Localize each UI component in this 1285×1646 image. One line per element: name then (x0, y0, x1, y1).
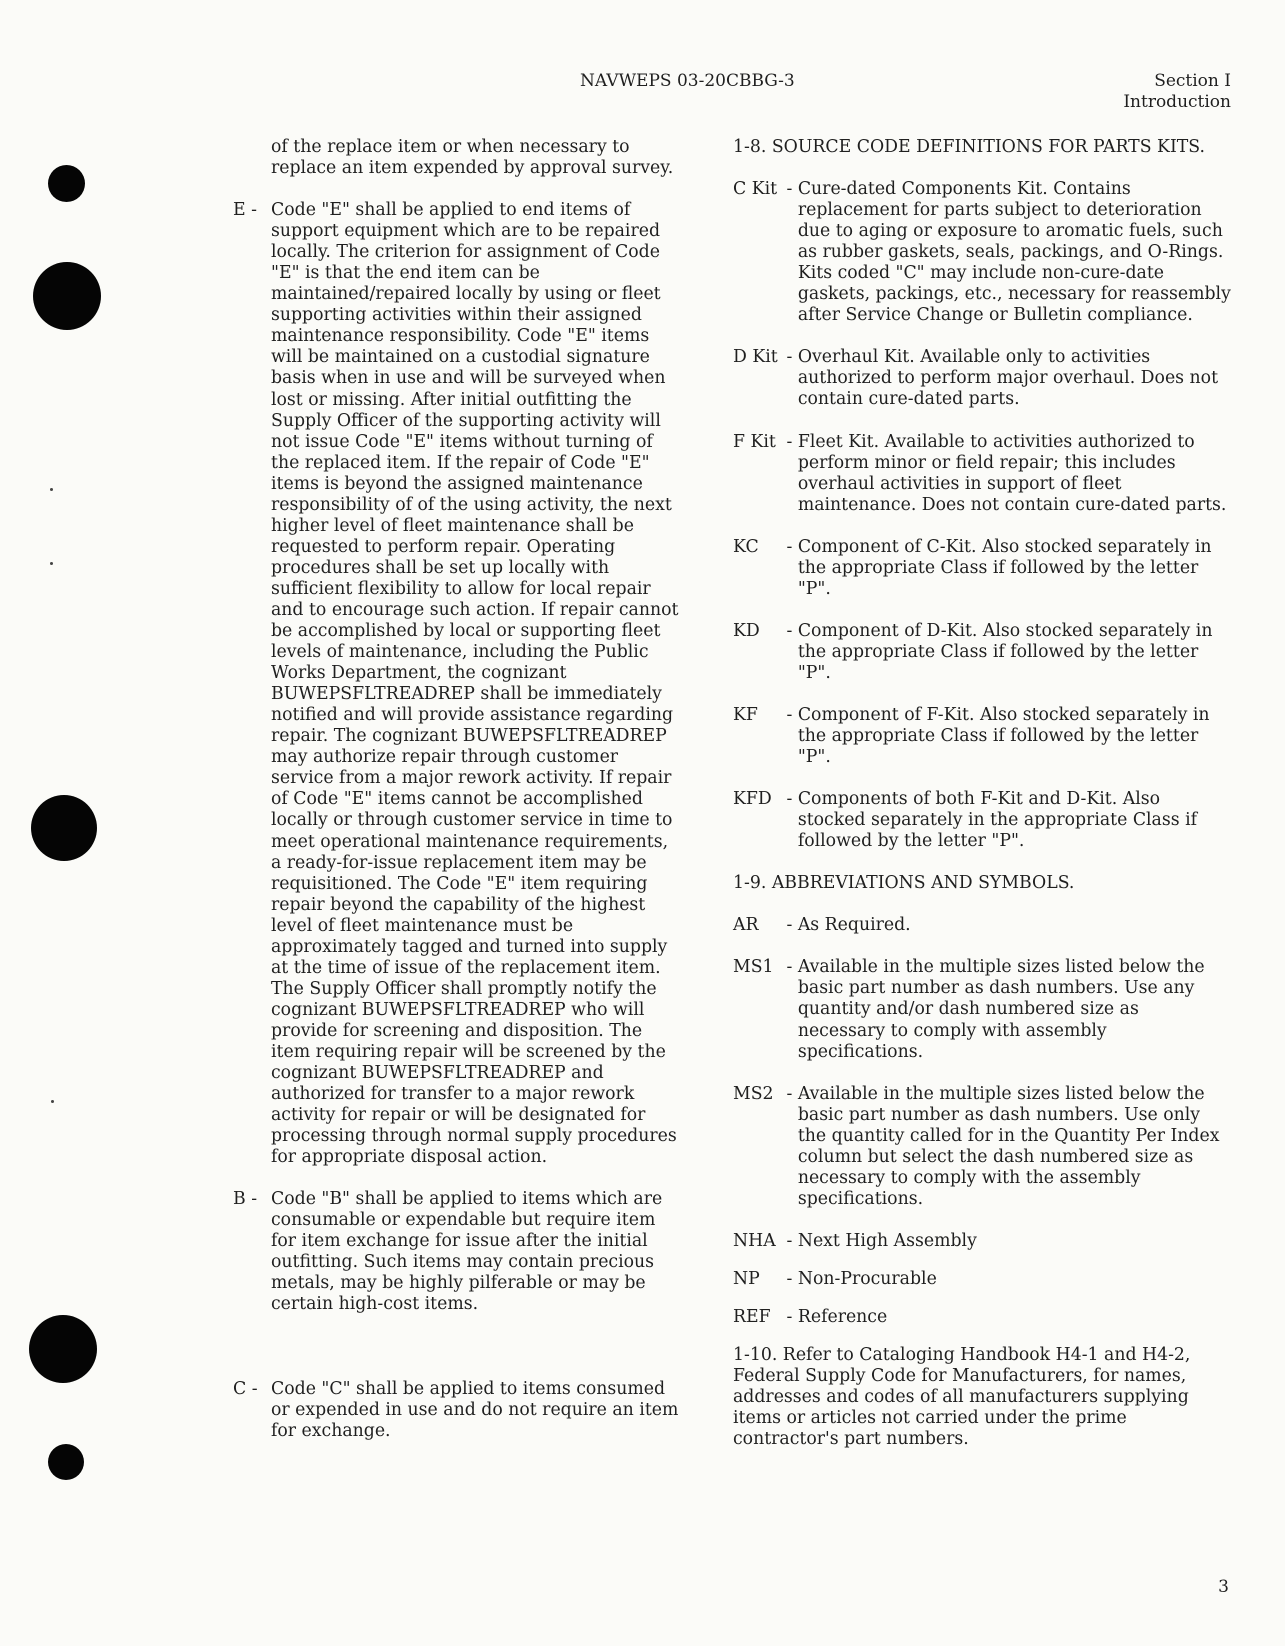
abbrev-code: REF (733, 1306, 771, 1327)
binder-hole-2 (33, 262, 101, 330)
code-c-label: C - (233, 1378, 264, 1399)
abbrev-row: MS2 - Available in the multiple sizes listed below the basic part number as dash numbers. Use only the quantity called for in the Quantity Per Index column but select the dash numbered size as necessary to comply with the assembly specifications. (733, 1084, 1231, 1210)
kit-text: Component of F-Kit. Also stocked separately in the appropriate Class if followed by the letter "P". (797, 704, 1210, 768)
kit-text: Components of both F-Kit and D-Kit. Also stocked separately in the appropriate Class if followed by the letter "P". (797, 789, 1198, 852)
code-c-text: Code "C" shall be applied to items consumed or expended in use and do not require an item for exchange. (271, 1378, 679, 1441)
continued-text: of the replace item or when necessary to replace an item expended by approval survey. (271, 137, 674, 179)
kit-text: Overhaul Kit. Available only to activities authorized to perform major overhaul. Does not contain cure-dated parts. (797, 347, 1219, 410)
code-c-paragraph (233, 1379, 683, 1442)
section-1-10-text: 1-10. Refer to Cataloging Handbook H4-1 and H4-2, Federal Supply Code for Manufacturers, for names, addresses and codes of all manufacturers supplying items or articles not carried under the prime contractor's part numbers. (733, 1345, 1191, 1450)
abbrev-text: Available in the multiple sizes listed below the basic part number as dash numbers. Use only the quantity called for in the Quantity Per Index column but select the dash numbered size as necessary to comply with the assembly specifications. (797, 1083, 1220, 1209)
kit-code: KF (733, 704, 758, 725)
kit-row: F Kit - Fleet Kit. Available to activities authorized to perform minor or field repair; this includes overhaul activities in support of fleet maintenance. Does not contain cure-dated parts. (733, 432, 1231, 516)
kit-row: KFD - Components of both F-Kit and D-Kit. Also stocked separately in the appropriate Class if followed by the letter "P". (733, 789, 1231, 852)
kit-code: D Kit (733, 347, 778, 368)
abbrev-code: NHA (733, 1230, 776, 1251)
abbrev-code: MS2 (733, 1083, 774, 1104)
kit-text: Component of D-Kit. Also stocked separately in the appropriate Class if followed by the letter "P". (797, 620, 1213, 683)
code-b-paragraph (233, 1189, 683, 1315)
kit-code: F Kit (733, 431, 776, 452)
section-title: Introduction (1123, 92, 1231, 112)
code-e-paragraph (233, 200, 683, 1168)
binder-hole-4 (29, 1315, 97, 1383)
speck-2 (50, 562, 53, 565)
page-number: 3 (1218, 1577, 1229, 1597)
abbrev-text: Available in the multiple sizes listed below the basic part number as dash numbers. Use any quantity and/or dash numbered size as necessary to comply with assembly specifications. (797, 957, 1205, 1062)
kit-code: C Kit (733, 179, 778, 200)
abbrev-text: Next High Assembly (797, 1230, 977, 1251)
binder-hole-3 (31, 795, 97, 861)
section-1-10-paragraph (733, 1345, 1231, 1450)
abbrev-row: NHA - Next High Assembly (733, 1231, 1231, 1252)
code-e-label: E - (233, 200, 263, 221)
right-column (733, 137, 1231, 1471)
abbrev-code: AR (733, 915, 759, 936)
section-1-8-heading-text: 1-8. SOURCE CODE DEFINITIONS FOR PARTS KITS. (733, 137, 1206, 157)
abbrev-text: As Required. (797, 915, 911, 936)
abbrev-code: NP (733, 1268, 760, 1289)
abbrev-row: MS1 - Available in the multiple sizes listed below the basic part number as dash numbers. Use any quantity and/or dash numbered size as necessary to comply with assembly specifications. (733, 957, 1231, 1062)
continued-paragraph (233, 137, 683, 179)
abbrev-row: NP - Non-Procurable (733, 1269, 1231, 1290)
abbrev-text: Reference (797, 1306, 888, 1327)
left-column (233, 137, 683, 1463)
kit-text: Component of C-Kit. Also stocked separately in the appropriate Class if followed by the letter "P". (797, 536, 1212, 599)
binder-hole-1 (48, 165, 85, 202)
code-b-label: B - (233, 1189, 263, 1210)
kit-row: KF - Component of F-Kit. Also stocked separately in the appropriate Class if followed by the letter "P". (733, 705, 1231, 768)
abbrev-text: Non-Procurable (797, 1268, 937, 1289)
section-label: Section I (1154, 71, 1231, 91)
abbrev-row: REF - Reference (733, 1307, 1231, 1328)
doc-number: NAVWEPS 03-20CBBG-3 (580, 71, 795, 91)
kit-text: Cure-dated Components Kit. Contains replacement for parts subject to deterioration due to aging or exposure to aromatic fuels, such as rubber gaskets, seals, packings, and O-Rings. Kits coded "C" may include non-cure-date gaskets, packings, etc., necessary for reassembly after Service Change or Bulletin compliance. (797, 179, 1231, 326)
speck-1 (50, 488, 53, 491)
kit-code: KFD (733, 789, 772, 810)
section-1-9-heading (733, 873, 1231, 894)
section-1-8-heading (733, 137, 1231, 158)
speck-3 (51, 1100, 54, 1103)
kit-row: C Kit - Cure-dated Components Kit. Contains replacement for parts subject to deterioration due to aging or exposure to aromatic fuels, such as rubber gaskets, seals, packings, and O-Rings. Kits coded "C" may include non-cure-date gaskets, packings, etc., necessary for reassembly after Service Change or Bulletin compliance. (733, 179, 1231, 326)
kit-code: KD (733, 620, 760, 641)
kit-row: KC - Component of C-Kit. Also stocked separately in the appropriate Class if followed by the letter "P". (733, 537, 1231, 600)
kit-row: KD - Component of D-Kit. Also stocked separately in the appropriate Class if followed by the letter "P". (733, 621, 1231, 684)
kit-row: D Kit - Overhaul Kit. Available only to activities authorized to perform major overhaul. Does not contain cure-dated parts. (733, 347, 1231, 410)
code-e-text: Code "E" shall be applied to end items of support equipment which are to be repaired locally. The criterion for assignment of Code "E" is that the end item can be maintained/repaired locally by using or fleet supporting activities within their assigned maintenance responsibility. Code "E" items will be maintained on a custodial signature basis when in use and will be surveyed when lost or missing. After initial outfitting the Supply Officer of the supporting activity will not issue Code "E" items without turning of the replaced item. If the repair of Code "E" items is beyond the assigned maintenance responsibility of of the using activity, the next higher level of fleet maintenance shall be requested to perform repair. Operating procedures shall be set up locally with sufficient flexibility to allow for local repair and to encourage such action. If repair cannot be accomplished by local or supporting fleet levels of maintenance, including the Public Works Department, the cognizant BUWEPSFLTREADREP shall be immediately notified and will provide assistance regarding repair. The cognizant BUWEPSFLTREADREP may authorize repair through customer service from a major rework activity. If repair of Code "E" items cannot be accomplished locally or through customer service in time to meet operational maintenance requirements, a ready-for-issue replacement item may be requisitioned. The Code "E" item requiring repair beyond the capability of the highest level of fleet maintenance must be approximately tagged and turned into supply at the time of issue of the replacement item. The Supply Officer shall promptly notify the cognizant BUWEPSFLTREADREP who will provide for screening and disposition. The item requiring repair will be screened by the cognizant BUWEPSFLTREADREP and authorized for transfer to a major rework activity for repair or will be designated for processing through normal supply procedures for appropriate disposal action. (271, 200, 679, 1168)
kit-code: KC (733, 536, 759, 557)
abbrev-code: MS1 (733, 957, 774, 978)
kit-text: Fleet Kit. Available to activities authorized to perform minor or field repair; this includes overhaul activities in support of fleet maintenance. Does not contain cure-dated parts. (797, 431, 1227, 515)
abbrev-row: AR - As Required. (733, 915, 1231, 936)
code-b-text: Code "B" shall be applied to items which are consumable or expendable but require item for item exchange for issue after the initial outfitting. Such items may contain precious metals, may be highly pilferable or may be certain high-cost items. (271, 1189, 663, 1315)
section-1-9-heading-text: 1-9. ABBREVIATIONS AND SYMBOLS. (733, 873, 1075, 894)
binder-hole-5 (48, 1444, 84, 1480)
